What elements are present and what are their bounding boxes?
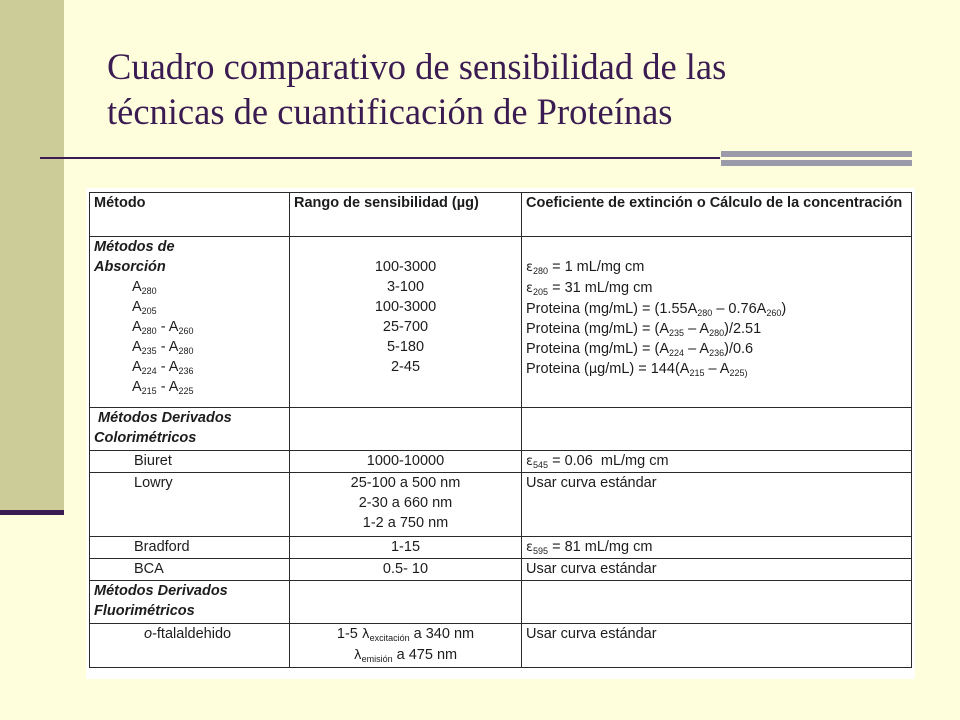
colorimetric-group-cell	[90, 408, 290, 451]
absorption-coefficient-item: $\varepsilon_{280} = 1$ mL/mg cm	[526, 259, 645, 276]
colorimetric-rows	[90, 451, 912, 581]
absorption-coefficient-item: Proteina $(\mu g/mL) = 144(A_{215} - A_{225)}$	[526, 361, 748, 378]
fluorimetric-method-cell: o-ftalaldehido	[90, 624, 290, 668]
absorption-range-item: 100-3000	[374, 259, 437, 275]
title-line-2: técnicas de cuantificación de Proteínas	[107, 91, 673, 132]
absorption-coefficient-item: $\varepsilon_{205} = 31$ mL/mg cm	[526, 280, 653, 297]
colorimetric-method-cell: Lowry	[90, 473, 290, 537]
sidebar-bar	[0, 0, 64, 512]
colorimetric-range-cell	[290, 559, 522, 581]
fluorimetric-group-empty-2	[522, 581, 912, 624]
fluorimetric-range-line-1: 1-5 $\lambda_{excitación}$ a 340 nm	[336, 626, 475, 643]
fluorimetric-row	[90, 624, 912, 668]
absorption-row	[90, 237, 912, 408]
colorimetric-coefficient-cell: Usar curva estándar	[522, 473, 912, 537]
colorimetric-group-title-2: Colorimétricos	[94, 430, 197, 446]
fluorimetric-range-cell	[290, 624, 522, 668]
absorption-method-item: $A_{224} - A_{236}$	[132, 359, 194, 376]
absorption-group-title-2: Absorción	[94, 259, 166, 275]
colorimetric-group-empty-1	[290, 408, 522, 451]
colorimetric-method-cell: Biuret	[90, 451, 290, 473]
colorimetric-row	[90, 473, 912, 537]
colorimetric-group-row	[90, 408, 912, 451]
fluorimetric-group-empty-1	[290, 581, 522, 624]
absorption-method-item: $A_{235} - A_{280}$	[132, 339, 194, 356]
slide-title	[107, 44, 907, 134]
colorimetric-coefficient-cell: $\varepsilon_{595} = 81$ mL/mg cm	[522, 537, 912, 559]
absorption-range-cell	[290, 237, 522, 408]
colorimetric-range-item: 1-15	[390, 539, 421, 555]
absorption-range-item: 5-180	[386, 339, 425, 355]
absorption-range-item: 100-3000	[374, 299, 437, 315]
fluorimetric-rows	[90, 624, 912, 668]
absorption-coefficient-list	[526, 257, 907, 380]
absorption-range-item: 25-700	[382, 319, 429, 335]
colorimetric-group-empty-2	[522, 408, 912, 451]
colorimetric-row	[90, 537, 912, 559]
absorption-coefficient-cell	[522, 237, 912, 408]
absorption-coefficient-item: Proteina $(mg/mL) = (1.55A_{280} - 0.76A_{260})$	[526, 301, 787, 318]
header-method: Método	[90, 193, 290, 237]
colorimetric-row	[90, 451, 912, 473]
colorimetric-range-item: 1-2 a 750 nm	[362, 515, 449, 531]
absorption-method-cell	[90, 237, 290, 408]
colorimetric-coefficient-cell: Usar curva estándar	[522, 559, 912, 581]
colorimetric-method-cell: BCA	[90, 559, 290, 581]
absorption-range-list	[294, 257, 517, 377]
title-line-1: Cuadro comparativo de sensibilidad de las	[107, 46, 727, 87]
absorption-method-list	[94, 277, 285, 397]
absorption-method-item: $A_{205}$	[132, 299, 157, 316]
absorption-method-item: $A_{215} - A_{225}$	[132, 379, 194, 396]
colorimetric-method-cell: Bradford	[90, 537, 290, 559]
title-accent-bar	[721, 151, 912, 157]
colorimetric-range-item: 1000-10000	[366, 453, 445, 469]
absorption-range-item: 2-45	[390, 359, 421, 375]
colorimetric-range-cell	[290, 537, 522, 559]
colorimetric-range-item: 25-100 a 500 nm	[350, 475, 461, 491]
absorption-coefficient-item: Proteina $(mg/mL) = (A_{224} - A_{236})/0.6$	[526, 341, 754, 358]
colorimetric-range-cell	[290, 451, 522, 473]
fluorimetric-group-title-2: Fluorimétricos	[94, 603, 195, 619]
absorption-method-item: $A_{280} - A_{260}$	[132, 319, 194, 336]
comparison-table	[89, 192, 912, 668]
colorimetric-row	[90, 559, 912, 581]
comparison-table-panel	[86, 188, 915, 679]
colorimetric-group-title-1: Métodos Derivados	[98, 410, 232, 426]
fluorimetric-group-row	[90, 581, 912, 624]
colorimetric-range-cell	[290, 473, 522, 537]
absorption-group-title-1: Métodos de	[94, 239, 175, 255]
header-row	[90, 193, 912, 237]
title-accent-bar-lower	[721, 160, 912, 166]
colorimetric-range-item: 0.5- 10	[382, 561, 429, 577]
header-coefficient: Coeficiente de extinción o Cálculo de la concentración	[522, 193, 912, 237]
colorimetric-coefficient-cell: $\varepsilon_{545} = 0.06$ mL/mg cm	[522, 451, 912, 473]
absorption-coefficient-item: Proteina $(mg/mL) = (A_{235} - A_{280})/2.51$	[526, 321, 762, 338]
fluorimetric-coefficient-cell: Usar curva estándar	[522, 624, 912, 668]
fluorimetric-group-title-1: Métodos Derivados	[94, 583, 228, 599]
absorption-method-item: $A_{280}$	[132, 279, 157, 296]
fluorimetric-range-line-2: $\lambda_{emisión}$ a 475 nm	[353, 647, 458, 664]
header-range: Rango de sensibilidad (µg)	[290, 193, 522, 237]
colorimetric-range-item: 2-30 a 660 nm	[358, 495, 453, 511]
absorption-range-item: 3-100	[386, 279, 425, 295]
title-underline	[40, 157, 720, 159]
sidebar-cap-line	[0, 510, 64, 515]
fluorimetric-group-cell	[90, 581, 290, 624]
